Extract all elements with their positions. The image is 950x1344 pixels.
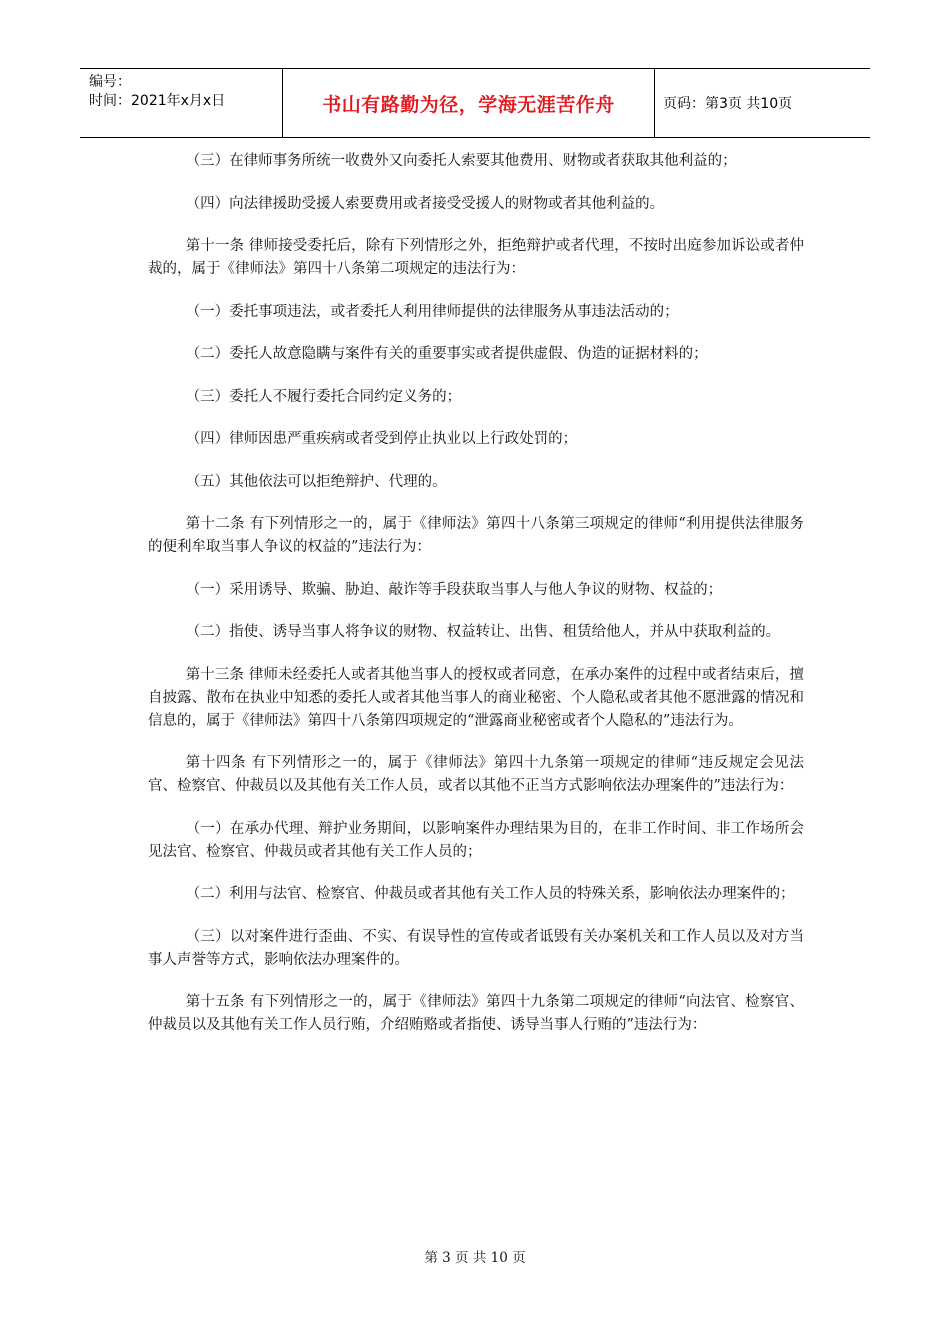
document-number-label: 编号： bbox=[89, 74, 131, 90]
paragraph: （四）律师因患严重疾病或者受到停止执业以上行政处罚的； bbox=[185, 431, 578, 447]
paragraph: （四）向法律援助受援人索要费用或者接受受援人的财物或者其他利益的。 bbox=[185, 195, 665, 212]
paragraph: （二）利用与法官、检察官、仲裁员或者其他有关工作人员的特殊关系，影响依法办理案件的； bbox=[185, 886, 795, 902]
paragraph: （一）在承办代理、辩护业务期间，以影响案件办理结果为目的，在非工作时间、非工作场所会见法官、检察官、仲裁员或者其他有关工作人员的； bbox=[148, 820, 804, 860]
paragraph: （五）其他依法可以拒绝辩护、代理的。 bbox=[185, 473, 447, 490]
header-page-number: 页码：第3页 共10页 bbox=[663, 96, 793, 112]
paragraph: （二）委托人故意隐瞒与案件有关的重要事实或者提供虚假、伪造的证据材料的； bbox=[185, 346, 708, 362]
paragraph: 第十一条 律师接受委托后，除有下列情形之外，拒绝辩护或者代理，不按时出庭参加诉讼或者仲裁的，属于《律师法》第四十八条第二项规定的违法行为： bbox=[148, 238, 804, 277]
header-motto: 书山有路勤为径，学海无涯苦作舟 bbox=[283, 69, 655, 137]
document-body bbox=[148, 150, 804, 1057]
paragraph: 第十四条 有下列情形之一的，属于《律师法》第四十九条第一项规定的律师“违反规定会见法官、检察官、仲裁员以及其他有关工作人员，或者以其他不正当方式影响依法办理案件的”违法行为： bbox=[148, 755, 804, 794]
paragraph: （二）指使、诱导当事人将争议的财物、权益转让、出售、租赁给他人，并从中获取利益的。 bbox=[185, 624, 781, 640]
paragraph: （一）采用诱导、欺骗、胁迫、敲诈等手段获取当事人与他人争议的财物、权益的； bbox=[185, 581, 723, 598]
paragraph: 第十五条 有下列情形之一的，属于《律师法》第四十九条第二项规定的律师“向法官、检察官、仲裁员以及其他有关工作人员行贿，介绍贿赂或者指使、诱导当事人行贿的”违法行为： bbox=[148, 994, 804, 1033]
header-meta bbox=[80, 69, 283, 137]
document-time-label: 时间：2021年x月x日 bbox=[89, 93, 226, 109]
page-header bbox=[80, 68, 870, 138]
paragraph: （三）委托人不履行委托合同约定义务的； bbox=[185, 388, 462, 405]
paragraph: 第十二条 有下列情形之一的，属于《律师法》第四十八条第三项规定的律师“利用提供法律服务的便利牟取当事人争议的权益的”违法行为： bbox=[148, 516, 804, 555]
paragraph: （三）在律师事务所统一收费外又向委托人索要其他费用、财物或者获取其他利益的； bbox=[185, 153, 737, 169]
paragraph: 第十三条 律师未经委托人或者其他当事人的授权或者同意，在承办案件的过程中或者结束后，擅自披露、散布在执业中知悉的委托人或者其他当事人的商业秘密、个人隐私或者其他不愿泄露的情况和信息的，属于《律师法》第四十八条第四项规定的“泄露商业秘密或者个人隐私的”违法行为。 bbox=[148, 666, 804, 729]
paragraph: （三）以对案件进行歪曲、不实、有误导性的宣传或者诋毁有关办案机关和工作人员以及对方当事人声誉等方式，影响依法办理案件的。 bbox=[148, 928, 804, 968]
page-footer: 第 3 页 共 10 页 bbox=[424, 1250, 526, 1266]
paragraph: （一）委托事项违法，或者委托人利用律师提供的法律服务从事违法活动的； bbox=[185, 303, 679, 320]
